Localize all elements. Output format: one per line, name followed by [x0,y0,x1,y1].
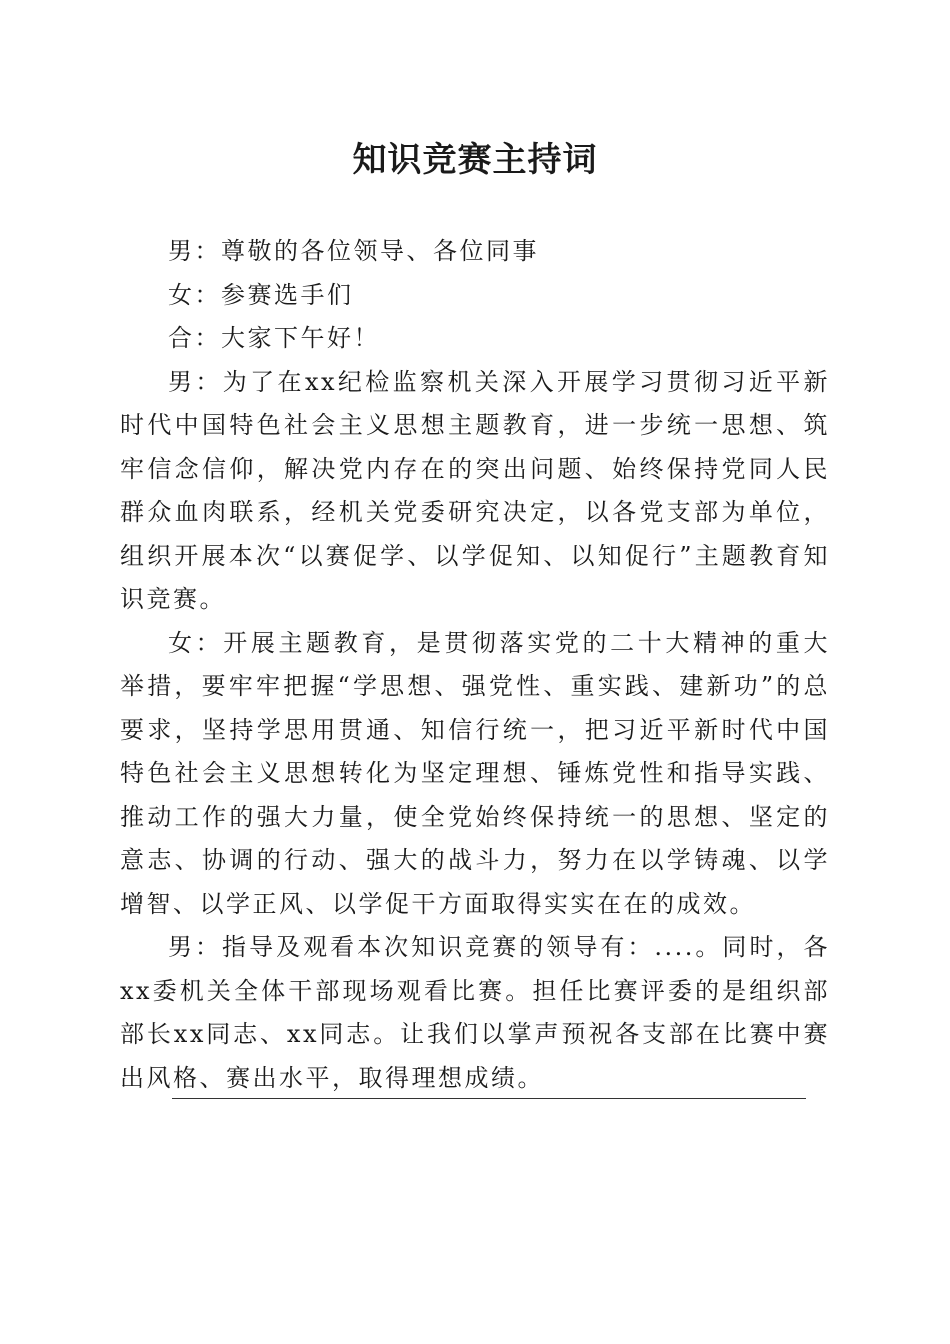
paragraph-female-theme: 女：开展主题教育，是贯彻落实党的二十大精神的重大举措，要牢牢把握“学思想、强党性、重实践、建新功”的总要求，坚持学思用贯通、知信行统一，把习近平新时代中国特色社会主义思想转化为坚定理想、锤炼党性和指导实践、推动工作的强大力量，使全党始终保持统一的思想、坚定的意志、协调的行动、强大的战斗力，努力在以学铸魂、以学增智、以学正风、以学促干方面取得实实在在的成效。 [120,628,830,918]
paragraph-male-intro: 男：为了在xx纪检监察机关深入开展学习贯彻习近平新时代中国特色社会主义思想主题教育，进一步统一思想、筑牢信念信仰，解决党内存在的突出问题、始终保持党同人民群众血肉联系，经机关党委研究决定，以各党支部为单位，组织开展本次“以赛促学、以学促知、以知促行”主题教育知识竞赛。 [120,367,830,613]
document-body [120,230,830,1100]
paragraph-female-greeting: 女：参赛选手们 [168,280,354,309]
paragraph-joint-greeting: 合：大家下午好！ [168,324,380,352]
paragraph-male-greeting: 男：尊敬的各位领导、各位同事 [168,237,539,265]
paragraph-male-leaders: 男：指导及观看本次知识竞赛的领导有：....。同时，各xx委机关全体干部现场观看比赛。担任比赛评委的是组织部部长xx同志、xx同志。让我们以掌声预祝各支部在比赛中赛出风格、赛出水平，取得理想成绩。 [120,933,830,1092]
document-title: 知识竞赛主持词 [352,140,598,180]
section-divider [172,1098,806,1099]
